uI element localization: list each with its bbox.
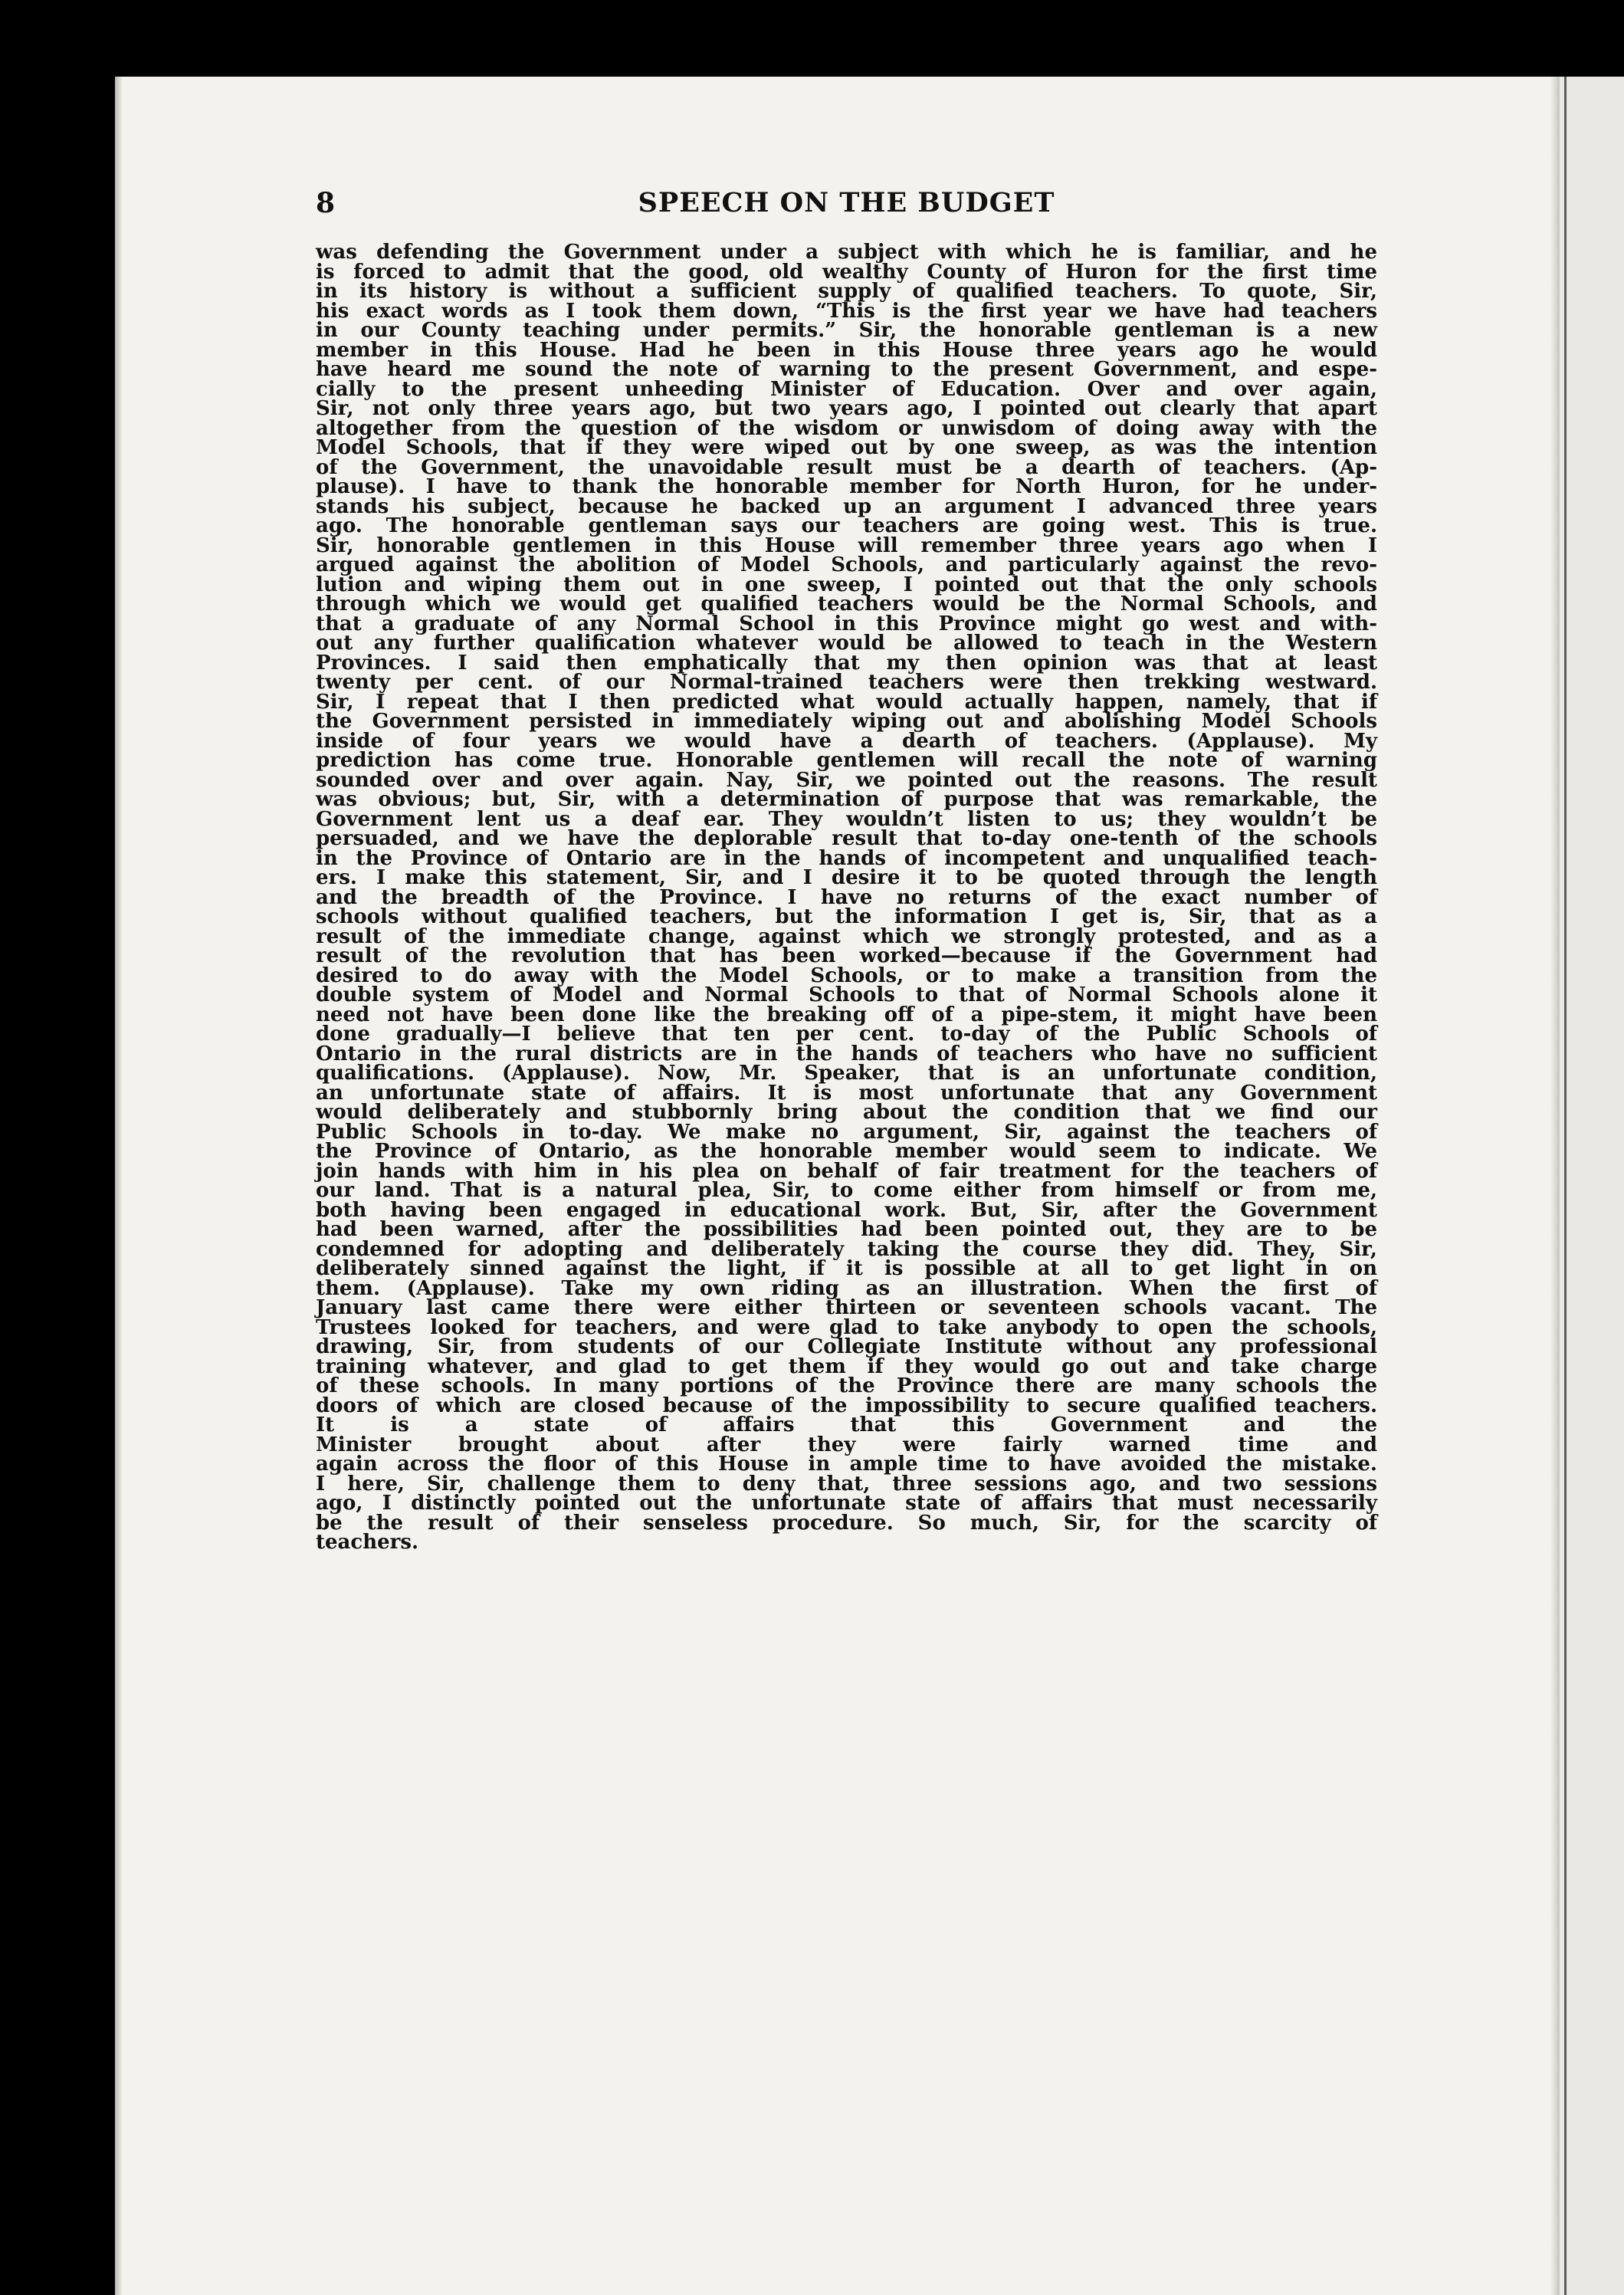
text-line: sounded over and over again. Nay, Sir, we pointed out the reasons. The result [316, 768, 1377, 792]
text-line: Model Schools, that if they were wiped out by one sweep, as was the intention [316, 436, 1377, 459]
text-line: result of the revolution that has been worked—because if the Government had [316, 944, 1377, 967]
page-number: 8 [316, 187, 336, 219]
page-header [316, 184, 1377, 222]
text-line: have heard me sound the note of warning to the present Government, and espe- [316, 358, 1377, 381]
text-line: inside of four years we would have a dearth of teachers. (Applause). My [316, 729, 1377, 753]
text-line: January last came there were either thirteen or seventeen schools vacant. The [316, 1296, 1377, 1319]
text-line: done gradually—I believe that ten per cent. to-day of the Public Schools of [316, 1023, 1377, 1046]
text-line: plause). I have to thank the honorable member for North Huron, for he under- [316, 475, 1377, 498]
text-line: be the result of their senseless procedure. So much, Sir, for the scarcity of [316, 1511, 1377, 1535]
text-line: join hands with him in his plea on behalf of fair treatment for the teachers of [316, 1159, 1377, 1183]
text-line: training whatever, and glad to get them if they would go out and take charge [316, 1354, 1377, 1378]
text-line: doors of which are closed because of the impossibility to secure qualified teachers. [316, 1394, 1377, 1417]
text-line: argued against the abolition of Model Schools, and particularly against the revo- [316, 553, 1377, 576]
text-line: that a graduate of any Normal School in this Province might go west and with- [316, 612, 1377, 635]
text-line: result of the immediate change, against which we strongly protested, and as a [316, 924, 1377, 948]
text-line: was defending the Government under a subject with which he is familiar, and he [316, 241, 1377, 264]
running-title: SPEECH ON THE BUDGET [638, 187, 1055, 218]
text-line: our land. That is a natural plea, Sir, to come either from himself or from me, [316, 1179, 1377, 1202]
text-line: the Government persisted in immediately wiping out and abolishing Model Schools [316, 710, 1377, 733]
text-line: his exact words as I took them down, “This is the first year we have had teachers [316, 299, 1377, 323]
text-line: member in this House. Had he been in this House three years ago he would [316, 338, 1377, 362]
adjacent-page-edge [1560, 77, 1624, 2295]
text-line: need not have been done like the breaking off of a pipe-stem, it might have been [316, 1003, 1377, 1026]
text-line: both having been engaged in educational work. But, Sir, after the Government [316, 1198, 1377, 1222]
text-line: It is a state of affairs that this Government and the [316, 1413, 1377, 1436]
text-line: and the breadth of the Province. I have no returns of the exact number of [316, 885, 1377, 909]
text-line: the Province of Ontario, as the honorable member would seem to indicate. We [316, 1140, 1377, 1163]
text-line: altogether from the question of the wisdom or unwisdom of doing away with the [316, 416, 1377, 440]
text-line: Sir, not only three years ago, but two years ago, I pointed out clearly that apart [316, 397, 1377, 420]
text-line: cially to the present unheeding Minister of Education. Over and over again, [316, 377, 1377, 401]
text-line: Public Schools in to-day. We make no argument, Sir, against the teachers of [316, 1120, 1377, 1144]
text-line: an unfortunate state of affairs. It is most unfortunate that any Government [316, 1081, 1377, 1105]
text-line: schools without qualified teachers, but the information I get is, Sir, that as a [316, 905, 1377, 928]
text-line: would deliberately and stubbornly bring about the condition that we find our [316, 1101, 1377, 1124]
text-line: drawing, Sir, from students of our Collegiate Institute without any professional [316, 1335, 1377, 1358]
text-line: out any further qualification whatever would be allowed to teach in the Western [316, 632, 1377, 655]
text-line: had been warned, after the possibilities had been pointed out, they are to be [316, 1218, 1377, 1241]
text-line: Sir, I repeat that I then predicted what would actually happen, namely, that if [316, 690, 1377, 714]
text-line: Provinces. I said then emphatically that my then opinion was that at least [316, 651, 1377, 675]
text-line: Trustees looked for teachers, and were glad to take anybody to open the schools, [316, 1315, 1377, 1339]
text-line: teachers. [316, 1531, 419, 1554]
text-line: persuaded, and we have the deplorable result that to-day one-tenth of the schools [316, 827, 1377, 850]
text-line: lution and wiping them out in one sweep, I pointed out that the only schools [316, 573, 1377, 596]
text-line: stands his subject, because he backed up an argument I advanced three years [316, 494, 1377, 518]
body-text [316, 243, 1377, 1553]
text-line: Government lent us a deaf ear. They wouldn’t listen to us; they wouldn’t be [316, 807, 1377, 831]
text-line: prediction has come true. Honorable gentlemen will recall the note of warning [316, 749, 1377, 772]
text-line: Minister brought about after they were fairly warned time and [316, 1433, 1377, 1456]
text-line: is forced to admit that the good, old wealthy County of Huron for the first time [316, 260, 1377, 284]
text-line: ers. I make this statement, Sir, and I desire it to be quoted through the length [316, 866, 1377, 889]
text-line: qualifications. (Applause). Now, Mr. Speaker, that is an unfortunate condition, [316, 1062, 1377, 1085]
text-line: of the Government, the unavoidable result must be a dearth of teachers. (Ap- [316, 455, 1377, 479]
text-line: double system of Model and Normal Schools to that of Normal Schools alone it [316, 983, 1377, 1006]
text-line: deliberately sinned against the light, if it is possible at all to get light in on [316, 1257, 1377, 1280]
text-line: in its history is without a sufficient supply of qualified teachers. To quote, Sir, [316, 280, 1377, 303]
text-line: of these schools. In many portions of the Province there are many schools the [316, 1374, 1377, 1397]
text-line: again across the floor of this House in ample time to have avoided the mistake. [316, 1453, 1377, 1476]
text-line: desired to do away with the Model Schools, or to make a transition from the [316, 964, 1377, 987]
text-line: Ontario in the rural districts are in the hands of teachers who have no sufficient [316, 1042, 1377, 1065]
text-line: them. (Applause). Take my own riding as an illustration. When the first of [316, 1276, 1377, 1300]
text-line: was obvious; but, Sir, with a determination of purpose that was remarkable, the [316, 788, 1377, 811]
text-line: twenty per cent. of our Normal-trained teachers were then trekking westward. [316, 671, 1377, 694]
text-line: condemned for adopting and deliberately taking the course they did. They, Sir, [316, 1237, 1377, 1261]
text-line: ago, I distinctly pointed out the unfortunate state of affairs that must necessarily [316, 1492, 1377, 1515]
text-line: ago. The honorable gentleman says our teachers are going west. This is true. [316, 514, 1377, 537]
text-line: through which we would get qualified teachers would be the Normal Schools, and [316, 593, 1377, 616]
text-line: Sir, honorable gentlemen in this House will remember three years ago when I [316, 534, 1377, 557]
text-line: I here, Sir, challenge them to deny that, three sessions ago, and two sessions [316, 1472, 1377, 1496]
adjacent-page-rule [1564, 77, 1567, 2295]
text-line: in our County teaching under permits.” Sir, the honorable gentleman is a new [316, 319, 1377, 342]
text-line: in the Province of Ontario are in the hands of incompetent and unqualified teach- [316, 846, 1377, 870]
